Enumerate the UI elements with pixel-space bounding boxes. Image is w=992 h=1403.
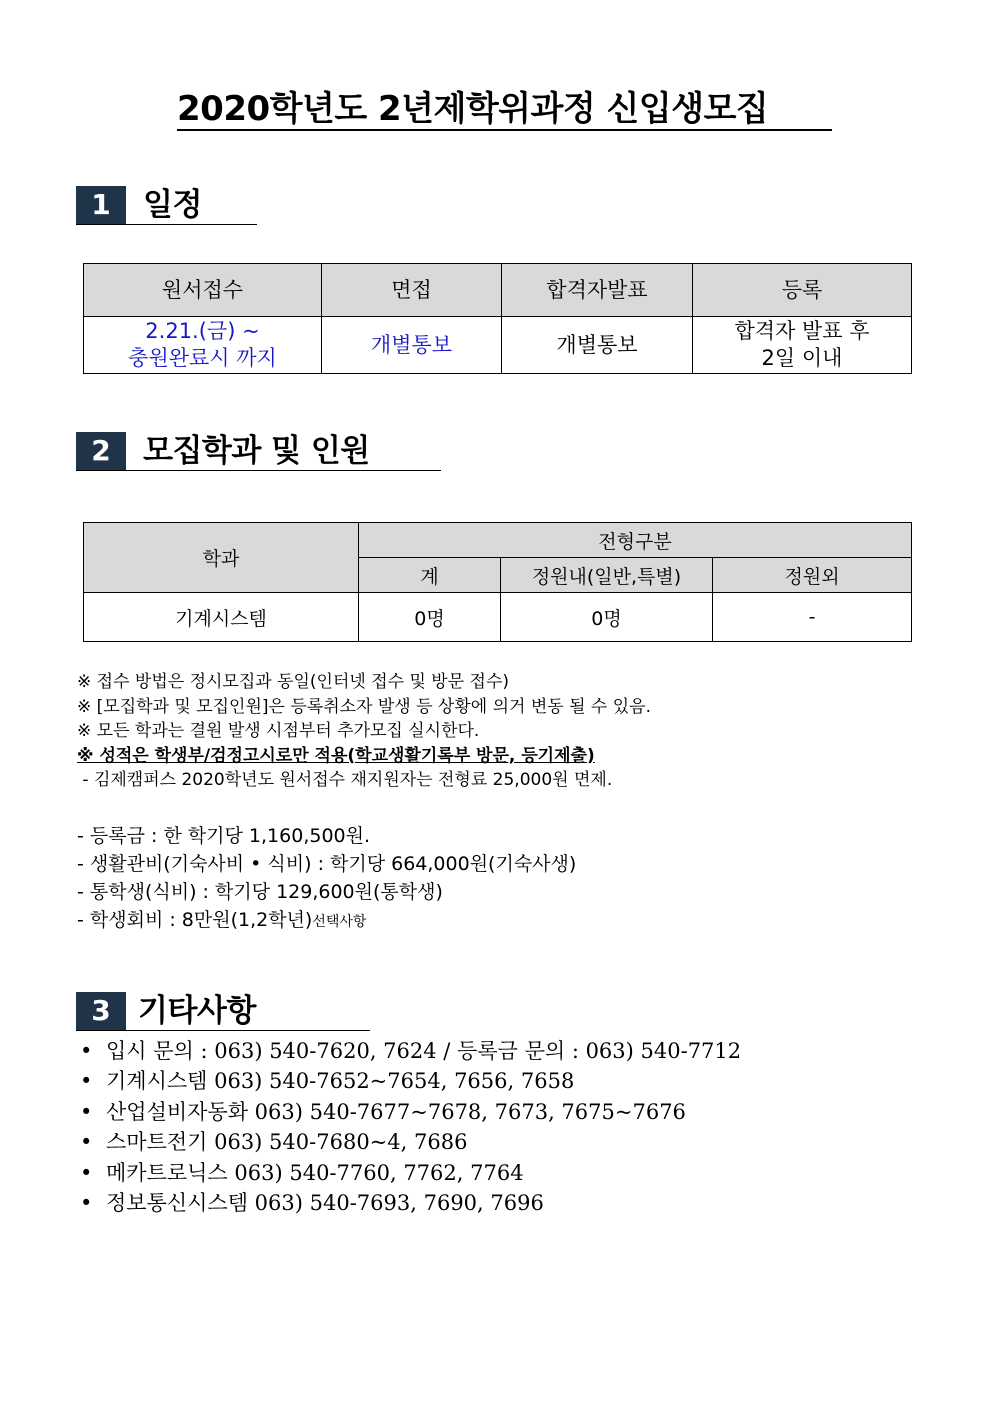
fee-optional-note: 선택사항 <box>312 914 367 930</box>
list-item <box>80 1066 741 1096</box>
list-item <box>80 1127 741 1157</box>
schedule-data-row <box>84 317 912 374</box>
header-out-quota: 정원외 <box>713 558 912 593</box>
section-title: 모집학과 및 인원 <box>143 433 370 469</box>
bullet-icon: • <box>80 1069 93 1094</box>
contact-text: 정보통신시스템 063) 540-7693, 7690, 7696 <box>106 1191 544 1216</box>
total-count: 0명 <box>359 593 501 642</box>
table-row <box>84 593 912 642</box>
department-table <box>83 522 912 642</box>
registration-line2: 2일 이내 <box>761 346 843 370</box>
bullet-icon: • <box>80 1160 93 1185</box>
header-registration: 등록 <box>693 264 912 317</box>
note-line: ※ 모든 학과는 결원 발생 시점부터 추가모집 실시한다. <box>77 721 480 741</box>
section-heading-other <box>76 992 370 1031</box>
bullet-icon: • <box>80 1039 93 1063</box>
list-item <box>80 1158 741 1188</box>
interview-cell: 개별통보 <box>322 317 502 374</box>
header-total: 계 <box>359 558 501 593</box>
section-number-badge: 2 <box>76 432 126 470</box>
list-item <box>80 1188 741 1218</box>
notes-block <box>77 670 651 793</box>
out-quota-count: - <box>713 593 912 642</box>
header-department: 학과 <box>84 523 359 593</box>
header-admission-type: 전형구분 <box>359 523 912 558</box>
application-period-cell <box>84 317 322 374</box>
note-line: - 김제캠퍼스 2020학년도 원서접수 재지원자는 전형료 25,000원 면제. <box>77 770 613 790</box>
contact-text: 입시 문의 : 063) 540-7620, 7624 / 등록금 문의 : 063) 540-7712 <box>106 1039 742 1063</box>
bullet-icon: • <box>80 1099 93 1124</box>
section-number-badge: 1 <box>76 186 126 224</box>
note-line: ※ [모집학과 및 모집인원]은 등록취소자 발생 등 상황에 의거 변동 될 수 있음. <box>77 696 651 717</box>
fee-line: - 통학생(식비) : 학기당 129,600원(통학생) <box>77 881 443 903</box>
fee-line-student-council <box>77 906 576 936</box>
header-application: 원서접수 <box>84 264 322 317</box>
fee-line: - 생활관비(기숙사비 • 식비) : 학기당 664,000원(기숙사생) <box>77 853 577 875</box>
in-quota-count: 0명 <box>501 593 713 642</box>
contact-text: 기계시스템 063) 540-7652~7654, 7656, 7658 <box>106 1069 575 1094</box>
list-item <box>80 1036 741 1066</box>
section-heading-schedule <box>76 186 257 225</box>
header-interview: 면접 <box>322 264 502 317</box>
contact-list <box>80 1036 741 1218</box>
schedule-table <box>83 263 912 374</box>
contact-text: 메카트로닉스 063) 540-7760, 7762, 7764 <box>106 1160 524 1185</box>
schedule-header-row <box>84 264 912 317</box>
fee-line-text: - 학생회비 : 8만원(1,2학년) <box>77 909 313 931</box>
application-period-line1: 2.21.(금) ~ <box>145 319 260 343</box>
note-line: ※ 접수 방법은 정시모집과 동일(인터넷 접수 및 방문 접수) <box>77 672 510 692</box>
header-announcement: 합격자발표 <box>502 264 693 317</box>
note-line-emphasis: ※ 성적은 학생부/검정고시로만 적용(학교생활기록부 방문, 등기제출) <box>77 745 595 766</box>
contact-text: 스마트전기 063) 540-7680~4, 7686 <box>106 1130 468 1155</box>
application-period-line2: 충원완료시 까지 <box>128 346 277 370</box>
header-in-quota: 정원내(일반,특별) <box>501 558 713 593</box>
section-title: 일정 <box>143 187 202 223</box>
section-title: 기타사항 <box>138 993 256 1029</box>
registration-line1: 합격자 발표 후 <box>734 319 870 343</box>
section-heading-departments <box>76 432 441 471</box>
fees-block <box>77 822 576 936</box>
section-number-badge: 3 <box>76 992 126 1030</box>
fee-line: - 등록금 : 한 학기당 1,160,500원. <box>77 825 371 847</box>
page-title: 2020학년도 2년제학위과정 신입생모집 <box>177 89 832 131</box>
bullet-icon: • <box>80 1130 93 1155</box>
department-name: 기계시스템 <box>84 593 359 642</box>
bullet-icon: • <box>80 1191 93 1216</box>
contact-text: 산업설비자동화 063) 540-7677~7678, 7673, 7675~7676 <box>106 1099 686 1124</box>
announcement-cell: 개별통보 <box>502 317 693 374</box>
registration-cell <box>693 317 912 374</box>
list-item <box>80 1097 741 1127</box>
